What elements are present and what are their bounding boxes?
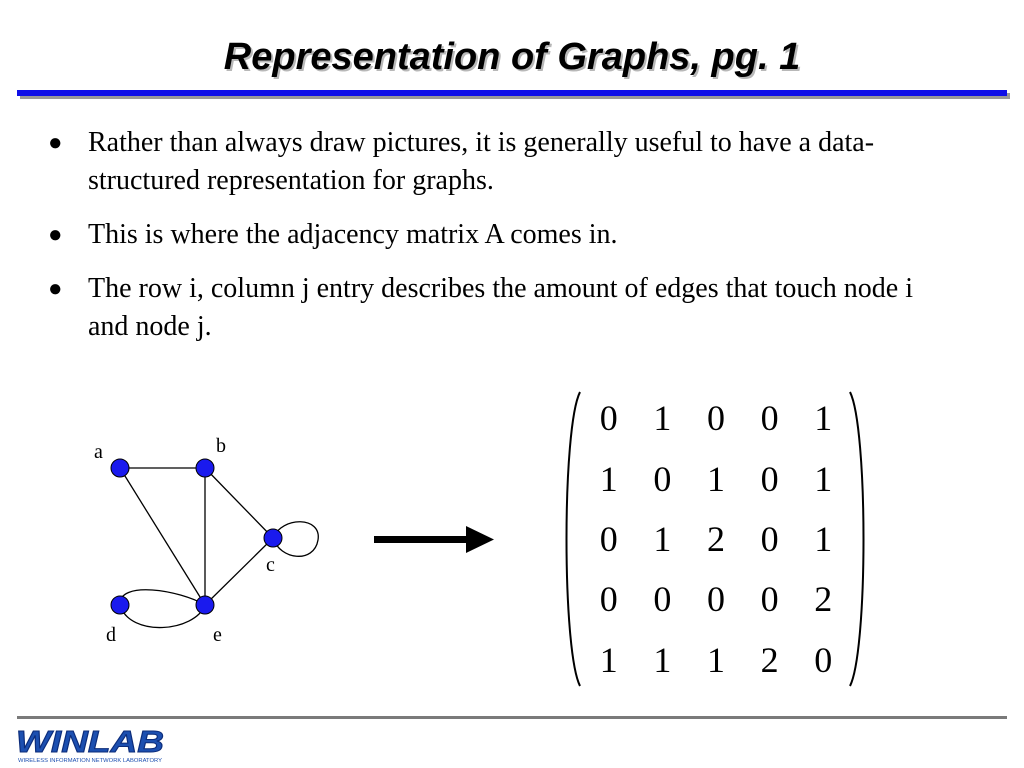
matrix-cell: 0 [599, 398, 618, 439]
matrix-cell: 0 [706, 579, 725, 620]
bullet-text: The row i, column j entry describes the amount of edges that touch node i and node j. [88, 273, 914, 342]
bullet-item [48, 216, 948, 254]
winlab-logo [14, 722, 174, 766]
matrix-cell: 1 [706, 639, 725, 680]
matrix-cell: 1 [814, 458, 833, 499]
matrix-cell: 2 [706, 518, 725, 559]
bullet-text: This is where the adjacency matrix A comes in. [88, 219, 618, 250]
matrix-cell: 0 [653, 458, 672, 499]
matrix-cell: 1 [599, 639, 618, 680]
matrix-cell: 0 [814, 639, 833, 680]
bullet-text: Rather than always draw pictures, it is generally useful to have a data-structured representation for graphs. [88, 127, 875, 196]
bullet-dot-icon: ● [48, 130, 63, 156]
matrix-cell: 1 [653, 639, 672, 680]
matrix-cell: 1 [706, 458, 725, 499]
bullet-dot-icon: ● [48, 276, 63, 302]
bullet-list [48, 124, 948, 362]
matrix-cell: 1 [814, 518, 833, 559]
node-b [196, 459, 214, 477]
matrix-cell: 1 [653, 518, 672, 559]
logo-subtitle: WIRELESS INFORMATION NETWORK LABORATORY [18, 758, 163, 764]
graph-diagram [60, 420, 340, 660]
matrix-cell: 0 [599, 518, 618, 559]
node-label-b: b [216, 435, 226, 457]
node-e [196, 596, 214, 614]
matrix-cell: 1 [653, 398, 672, 439]
matrix-grid [582, 388, 850, 690]
left-parenthesis-icon [560, 388, 584, 690]
matrix-cell: 0 [653, 579, 672, 620]
matrix-cell: 0 [760, 518, 779, 559]
slide-title: Representation of Graphs, pg. 1 [223, 36, 801, 78]
matrix-cell: 0 [760, 458, 779, 499]
edge-d-e-lower [120, 605, 205, 628]
node-a [111, 459, 129, 477]
node-label-e: e [213, 624, 222, 646]
node-c [264, 529, 282, 547]
logo-wordmark: WINLAB [16, 724, 164, 759]
right-parenthesis-icon [846, 388, 870, 690]
bullet-item [48, 124, 948, 200]
matrix-cell: 1 [599, 458, 618, 499]
bullet-dot-icon: ● [48, 222, 63, 248]
footer-rule [17, 716, 1007, 719]
matrix-cell: 0 [706, 398, 725, 439]
matrix-cell: 2 [814, 579, 833, 620]
edge-a-e [120, 468, 205, 605]
node-label-d: d [106, 624, 116, 646]
matrix-cell: 0 [599, 579, 618, 620]
edge-b-c [205, 468, 273, 538]
adjacency-matrix [560, 388, 870, 690]
bullet-item [48, 270, 948, 346]
right-arrow-icon [370, 515, 500, 565]
node-label-c: c [266, 554, 275, 576]
node-label-a: a [94, 441, 103, 463]
title-underline [17, 90, 1007, 96]
matrix-cell: 2 [760, 639, 779, 680]
matrix-cell: 1 [814, 398, 833, 439]
node-d [111, 596, 129, 614]
matrix-cell: 0 [760, 579, 779, 620]
edge-c-e [205, 538, 273, 605]
matrix-cell: 0 [760, 398, 779, 439]
edge-d-e-upper [120, 590, 205, 605]
